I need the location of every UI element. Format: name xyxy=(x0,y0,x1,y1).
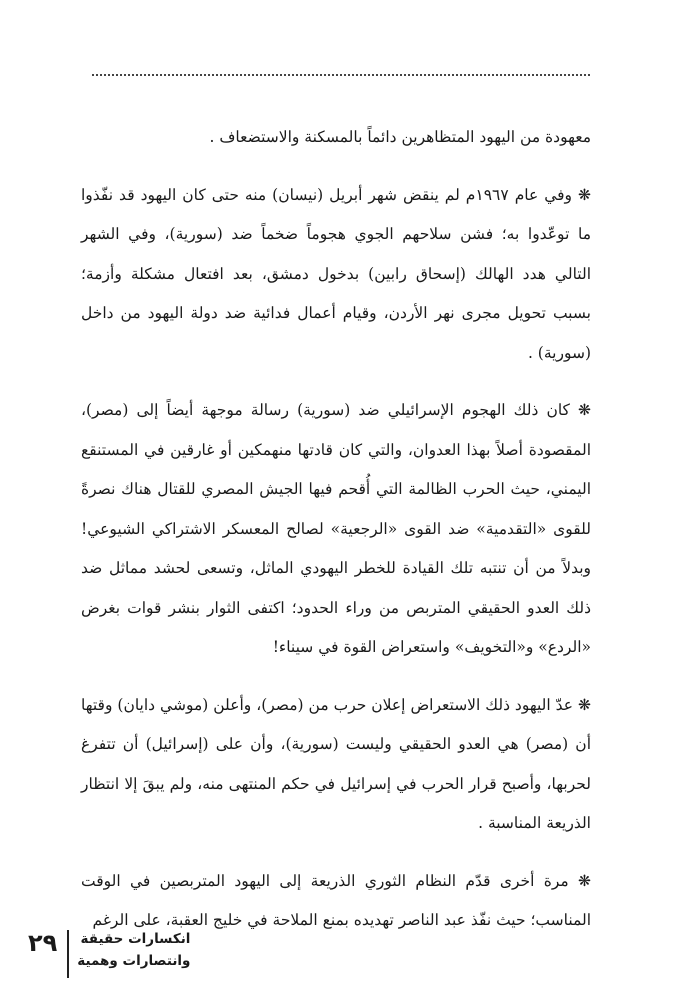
paragraph-1967-attack: ❋ وفي عام ١٩٦٧م لم ينقض شهر أبريل (نيسان) منه حتى كان اليهود قد نفّذوا ما توعّدوا به؛ فشن سلاحهم الجوي هجوماً ضخماً ضد (سورية)، وفي الشهر التالي هدد الهالك (إسحاق رابين) بدخول دمشق، بعد افتعال مشكلة وأزمة؛ بسبب تحويل مجرى نهر الأردن، وقيام أعمال فدائية ضد دولة اليهود من داخل (سورية) . xyxy=(81,185,591,362)
paragraph-pretext: ❋ مرة أخرى قدّم النظام الثوري الذريعة إلى اليهود المتربصين في الوقت المناسب؛ حيث نفّذ عبد الناصر تهديده بمنع الملاحة في خليج العقبة، على الرغم xyxy=(81,871,591,929)
paragraph-declaration-of-war: ❋ عدّ اليهود ذلك الاستعراض إعلان حرب من (مصر)، وأعلن (موشي دايان) وقتها أن (مصر) هي العدو الحقيقي وليست (سورية)، وأن على (إسرائيل) أن تتفرغ لحربها، وأصبح قرار الحرب في إسرائيل في حكم المنتهى منه، ولم يبقَ إلا انتظار الذريعة المناسبة . xyxy=(81,695,591,832)
running-book-title xyxy=(69,928,190,980)
header-dotted-rule xyxy=(92,74,590,76)
page-body xyxy=(81,118,591,959)
book-title-line-2: وانتصارات وهمية xyxy=(77,953,191,969)
paragraph-message-to-egypt: ❋ كان ذلك الهجوم الإسرائيلي ضد (سورية) رسالة موجهة أيضاً إلى (مصر)، المقصودة أصلاً بهذا العدوان، والتي كان قادتها منهمكين أو غارقين في المستنقع اليمني، حيث الحرب الظالمة التي أُقحم فيها الجيش المصري للقتال هناك نصرةً للقوى «التقدمية» ضد القوى «الرجعية» لصالح المعسكر الاشتراكي الشيوعي! وبدلاً من أن تنتبه تلك القيادة للخطر اليهودي الماثل، وتسعى لحشد مماثل ضد ذلك العدو الحقيقي المتربص من وراء الحدود؛ اكتفى الثوار بنشر قوات بغرض «الردع» و«التخويف» واستعراض القوة في سيناء! xyxy=(81,401,591,656)
page-footer xyxy=(28,928,190,980)
page-number: ٢٩ xyxy=(28,929,58,957)
paragraph-continuation: معهودة من اليهود المتظاهرين دائماً بالمسكنة والاستضعاف . xyxy=(209,128,591,146)
book-title-line-1: انكسارات حقيقة xyxy=(80,931,191,947)
